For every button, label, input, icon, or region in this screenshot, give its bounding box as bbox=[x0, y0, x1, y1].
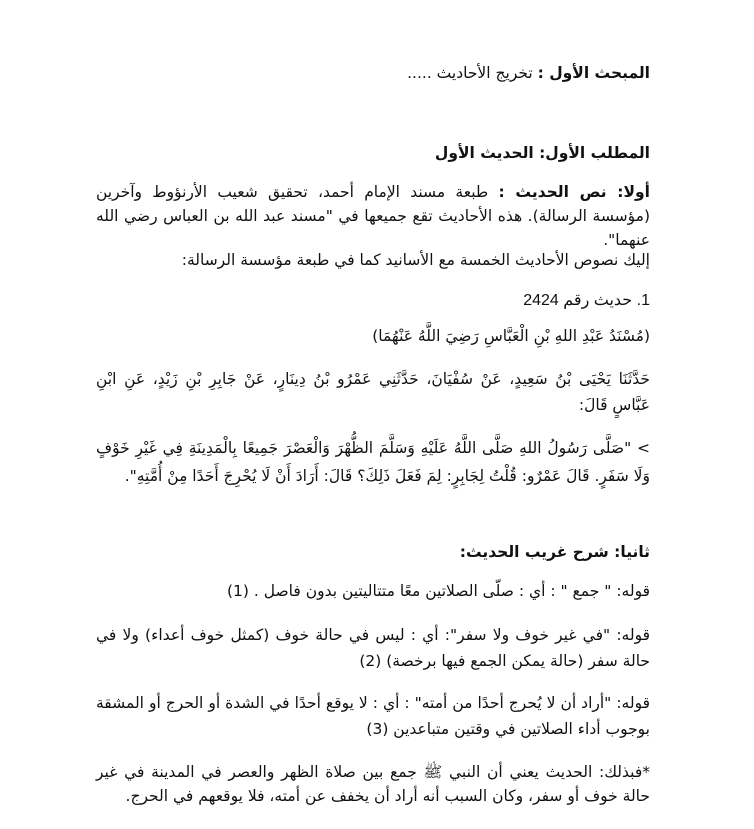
intro-text: طبعة مسند الإمام أحمد، تحقيق شعيب الأرنؤوط وآخرين (مؤسسة الرسالة). هذه الأحاديث تقع جميعها في "مسند عبد الله بن العباس رضي الله عنهما". bbox=[96, 183, 650, 249]
intro-paragraph bbox=[96, 180, 650, 252]
isnad-paragraph: حَدَّثَنَا يَحْيَى بْنُ سَعِيدٍ، عَنْ سُفْيَانَ، حَدَّثَنِي عَمْرُو بْنُ دِينَارٍ، عَنْ جَابِرِ بْنِ زَيْدٍ، عَنِ ابْنِ عَبَّاسٍ قَالَ: bbox=[96, 370, 650, 414]
section-heading-label: المبحث الأول : bbox=[537, 64, 650, 82]
explanation-item-2: قوله: "في غير خوف ولا سفر": أي : ليس في حالة خوف (كمثل خوف أعداء) ولا في حالة سفر (حالة يمكن الجمع فيها برخصة) (2) bbox=[96, 626, 650, 670]
musnad-line: (مُسْنَدُ عَبْدِ اللهِ بْنِ الْعَبَّاسِ رَضِيَ اللَّهُ عَنْهُمَا) bbox=[372, 327, 650, 345]
subsection-heading: المطلب الأول: الحديث الأول bbox=[434, 144, 650, 162]
list-intro-paragraph: إليك نصوص الأحاديث الخمسة مع الأسانيد كما في طبعة مؤسسة الرسالة: bbox=[181, 251, 650, 269]
section-heading-takhrij bbox=[96, 62, 650, 84]
intro-label: أولا: نص الحديث : bbox=[498, 183, 650, 201]
gharib-heading: ثانيا: شرح غريب الحديث: bbox=[459, 543, 650, 561]
section-heading-text: تخريج الأحاديث ..... bbox=[407, 64, 538, 82]
matn-paragraph: > "صَلَّى رَسُولُ اللهِ صَلَّى اللَّهُ عَلَيْهِ وَسَلَّمَ الظُّهْرَ وَالْعَصْرَ جَمِيعًا بِالْمَدِينَةِ فِي غَيْرِ خَوْفٍ وَلَا سَفَرٍ. قَالَ عَمْرٌو: قُلْتُ لِجَابِرٍ: لِمَ فَعَلَ ذَلِكَ؟ قَالَ: أَرَادَ أَنْ لَا يُحْرِجَ أَحَدًا مِنْ أُمَّتِهِ". bbox=[96, 439, 650, 485]
explanation-item-1: قوله: " جمع " : أي : صلّى الصلاتين معًا متتاليتين بدون فاصل . (1) bbox=[226, 582, 650, 600]
summary-paragraph: *فبذلك: الحديث يعني أن النبي ﷺ جمع بين صلاة الظهر والعصر في المدينة في غير حالة خوف أو سفر، وكان السبب أنه أراد أن يخفف عن أمته، فلا يوقعهم في الحرج. bbox=[96, 763, 650, 805]
hadith-number-line: 1. حديث رقم 2424 bbox=[523, 292, 650, 309]
explanation-item-3: قوله: "أراد أن لا يُحرج أحدًا من أمته" : أي : لا يوقع أحدًا في الشدة أو الحرج أو المشقة بوجوب أداء الصلاتين في وقتين متباعدين (3) bbox=[96, 694, 650, 738]
